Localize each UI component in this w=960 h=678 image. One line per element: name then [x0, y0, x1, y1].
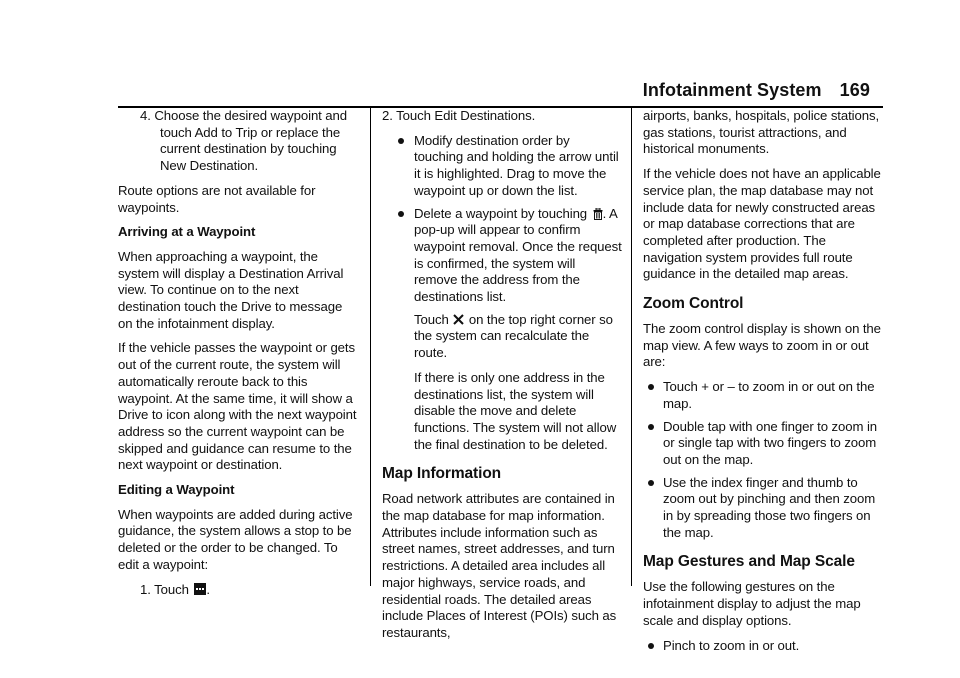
list-item: Use the index finger and thumb to zoom out by pinching and then zoom in by spreading those two fingers on the map. — [643, 475, 883, 542]
paragraph: When approaching a waypoint, the system will display a Destination Arrival view. To continue on to the next destination touch the Drive to message on the infotainment display. — [118, 248, 344, 331]
list-item: Touch + or – to zoom in or out on the map. — [643, 379, 883, 412]
step-1: 1. Touch . — [140, 581, 210, 597]
list-item: Delete a waypoint by touching . A pop-up will appear to confirm waypoint removal. Once the request is confirmed, the system will remove the address from the destinations list. — [382, 206, 622, 306]
bullet — [648, 424, 654, 430]
section-title: Infotainment System — [642, 80, 822, 100]
subheading-arriving: Arriving at a Waypoint — [118, 224, 256, 240]
list-item: Pinch to zoom in or out. — [643, 638, 883, 655]
heading-map-information: Map Information — [382, 465, 502, 483]
paragraph: If the vehicle does not have an applicable service plan, the map database may not include data for newly constructed areas or map database corrections that are completed after production. The navigation system provides full route guidance in the detailed map areas. — [643, 166, 881, 282]
bullet — [648, 384, 654, 390]
list-item: Modify destination order by touching and holding the arrow until it is highlighted. Drag to move the waypoint up or down the list. — [382, 133, 622, 200]
heading-map-gestures: Map Gestures and Map Scale — [643, 553, 855, 571]
close-icon — [453, 314, 464, 325]
step-4: 4. Choose the desired waypoint and touch Add to Trip or replace the current destination by touching New Destination. — [140, 108, 348, 174]
paragraph: Road network attributes are contained in the map database for map information. Attributes include information such as street names, street addresses, and turn restrictions. A detailed area includes all major highways, service roads, and residential roads. The detailed areas include Places of Interest (POIs) such as restaurants, — [382, 491, 617, 640]
column-middle — [382, 108, 622, 650]
step-2: 2. Touch Edit Destinations. — [382, 108, 536, 123]
subheading-editing: Editing a Waypoint — [118, 482, 235, 498]
paragraph: Touch on the top right corner so the system can recalculate the route. — [414, 311, 613, 361]
paragraph: Route options are not available for waypoints. — [118, 182, 316, 215]
paragraph: If the vehicle passes the waypoint or gets out of the current route, the system will automatically reroute back to this waypoint. At the same time, it will show a Drive to icon along with the next waypoint address so the current waypoint can be skipped and guidance can resume to the next waypoint or destination. — [118, 340, 357, 473]
list-item: Double tap with one finger to zoom in or single tap with two fingers to zoom out on the map. — [643, 419, 883, 469]
paragraph: If there is only one address in the destinations list, the system will disable the move and delete functions. The system will not allow the final destination to be deleted. — [414, 369, 617, 452]
paragraph: airports, banks, hospitals, police stations, gas stations, tourist attractions, and historical monuments. — [643, 108, 880, 157]
bullet — [648, 643, 654, 649]
page-number: 169 — [839, 80, 870, 100]
trash-icon — [593, 208, 603, 220]
bullet — [398, 138, 404, 144]
column-divider — [631, 108, 632, 586]
page-header — [643, 80, 870, 101]
heading-zoom-control: Zoom Control — [643, 295, 744, 313]
paragraph: The zoom control display is shown on the map view. A few ways to zoom in or out are: — [643, 321, 881, 370]
column-divider — [370, 108, 371, 586]
paragraph: When waypoints are added during active guidance, the system allows a stop to be deleted or the order to be changed. To edit a waypoint: — [118, 506, 353, 572]
column-left — [118, 108, 360, 606]
bullet — [648, 480, 654, 486]
column-right — [643, 108, 883, 660]
bullet — [398, 211, 404, 217]
paragraph: Use the following gestures on the infotainment display to adjust the map scale and display options. — [643, 579, 861, 628]
more-options-icon — [194, 583, 206, 595]
